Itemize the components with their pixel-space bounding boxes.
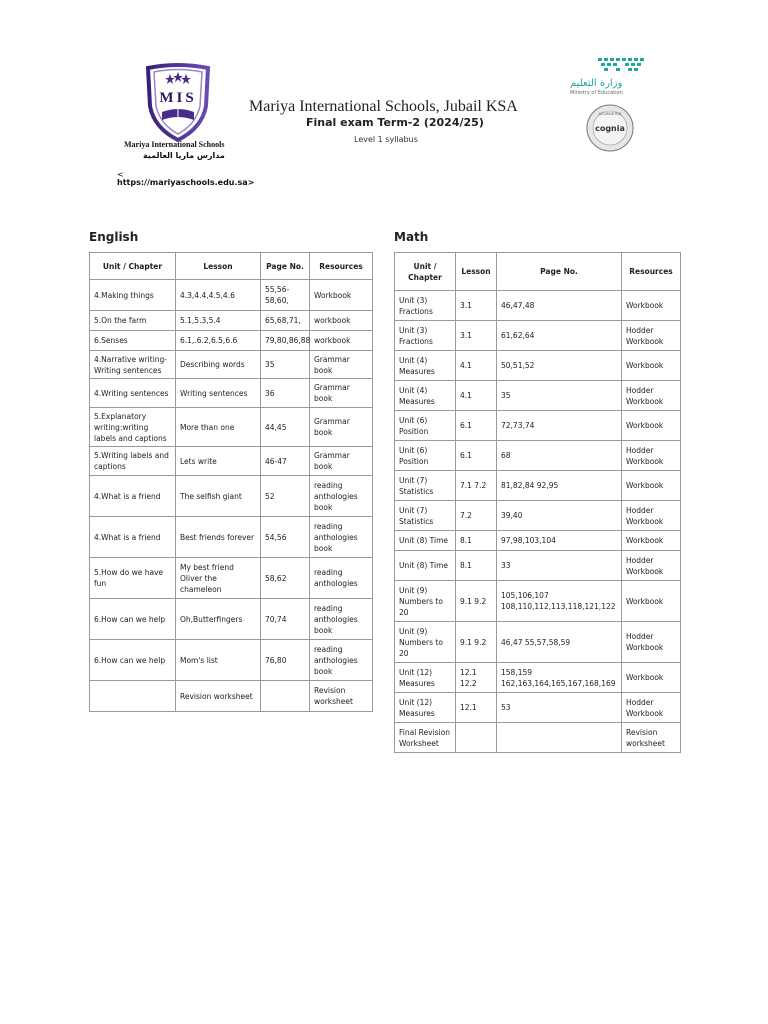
table-cell: Workbook <box>622 351 681 381</box>
table-cell: Hodder Workbook <box>622 441 681 471</box>
table-cell: 4.3,4.4,4.5,4.6 <box>176 280 261 311</box>
table-cell: 5.Writing labels and captions <box>90 447 176 476</box>
table-cell: 50,51,52 <box>497 351 622 381</box>
column-header: Resources <box>622 253 681 291</box>
table-cell: 68 <box>497 441 622 471</box>
table-row <box>395 441 681 471</box>
table-row <box>90 408 373 447</box>
table-cell: Workbook <box>622 471 681 501</box>
table-row <box>90 280 373 311</box>
table-cell: reading anthologies book <box>310 517 373 558</box>
table-row <box>395 551 681 581</box>
table-cell: 8.1 <box>456 551 497 581</box>
table-cell: Hodder Workbook <box>622 381 681 411</box>
moe-arabic: وزارة التعليم <box>570 78 623 89</box>
cognia-accreditation-badge <box>586 104 634 152</box>
table-cell: Final Revision Worksheet <box>395 723 456 753</box>
table-cell: 6.1 <box>456 411 497 441</box>
school-name-ar: مدارس ماريا العالمية <box>143 151 225 160</box>
table-cell: Workbook <box>622 581 681 622</box>
table-row <box>90 351 373 379</box>
table-row <box>90 681 373 712</box>
table-cell: Workbook <box>622 663 681 693</box>
table-cell: 33 <box>497 551 622 581</box>
table-cell: 39,40 <box>497 501 622 531</box>
table-row <box>395 723 681 753</box>
table-cell: 81,82,84 92,95 <box>497 471 622 501</box>
table-cell: Unit (4) Measures <box>395 351 456 381</box>
table-cell: Writing sentences <box>176 379 261 408</box>
table-row <box>90 447 373 476</box>
table-cell: More than one <box>176 408 261 447</box>
table-cell: Lets write <box>176 447 261 476</box>
table-cell: Hodder Workbook <box>622 551 681 581</box>
table-cell: Hodder Workbook <box>622 693 681 723</box>
table-cell: Unit (3) Fractions <box>395 321 456 351</box>
table-cell: Hodder Workbook <box>622 622 681 663</box>
table-cell: 4.What is a friend <box>90 476 176 517</box>
table-cell: 5.How do we have fun <box>90 558 176 599</box>
table-cell: Unit (8) Time <box>395 551 456 581</box>
table-cell: 7.2 <box>456 501 497 531</box>
math-syllabus-table <box>394 252 681 753</box>
table-cell: 52 <box>261 476 310 517</box>
level-label: Level 1 syllabus <box>354 135 418 144</box>
table-row <box>90 476 373 517</box>
table-row <box>90 517 373 558</box>
english-syllabus-table <box>89 252 373 712</box>
table-cell: 46,47 55,57,58,59 <box>497 622 622 663</box>
english-section-title: English <box>89 230 139 244</box>
table-cell: Revision worksheet <box>176 681 261 712</box>
table-cell: 4.What is a friend <box>90 517 176 558</box>
table-row <box>395 471 681 501</box>
page-title: Mariya International Schools, Jubail KSA <box>249 98 518 115</box>
table-cell: 97,98,103,104 <box>497 531 622 551</box>
table-cell: Best friends forever <box>176 517 261 558</box>
table-row <box>395 622 681 663</box>
table-cell: 3.1 <box>456 321 497 351</box>
table-cell: 4.Making things <box>90 280 176 311</box>
table-cell: Unit (9) Numbers to 20 <box>395 581 456 622</box>
table-cell: 36 <box>261 379 310 408</box>
school-website-link[interactable]: https://mariyaschools.edu.sa> <box>117 178 255 187</box>
table-row <box>90 331 373 351</box>
table-cell: 70,74 <box>261 599 310 640</box>
table-cell: 4.1 <box>456 351 497 381</box>
table-cell: Revision worksheet <box>310 681 373 712</box>
table-cell <box>261 681 310 712</box>
table-cell: Workbook <box>310 280 373 311</box>
table-row <box>395 531 681 551</box>
table-row <box>395 381 681 411</box>
table-cell: 6.1 <box>456 441 497 471</box>
cognia-ring-text: ACCREDITED <box>598 112 622 116</box>
table-cell: Unit (7) Statistics <box>395 501 456 531</box>
table-cell: Unit (6) Position <box>395 411 456 441</box>
table-cell: 5.Explanatory writing:writing labels and captions <box>90 408 176 447</box>
table-cell: 3.1 <box>456 291 497 321</box>
table-cell: 4.Writing sentences <box>90 379 176 408</box>
table-cell <box>90 681 176 712</box>
column-header: Unit / Chapter <box>90 253 176 280</box>
table-cell: Grammar book <box>310 447 373 476</box>
table-cell: Hodder Workbook <box>622 321 681 351</box>
school-crest-logo <box>140 62 216 142</box>
school-name-en: Mariya International Schools <box>124 140 225 149</box>
math-section-title: Math <box>394 230 429 244</box>
table-cell: 8.1 <box>456 531 497 551</box>
exam-subtitle: Final exam Term-2 (2024/25) <box>306 116 484 129</box>
table-cell: 7.1 7.2 <box>456 471 497 501</box>
table-cell: 5.On the farm <box>90 311 176 331</box>
table-cell: 65,68,71, <box>261 311 310 331</box>
table-row <box>395 663 681 693</box>
crest-letters: MIS <box>159 90 197 106</box>
table-cell: 44,45 <box>261 408 310 447</box>
table-row <box>90 640 373 681</box>
table-cell: 46-47 <box>261 447 310 476</box>
table-cell: Mom's list <box>176 640 261 681</box>
table-cell: 9.1 9.2 <box>456 581 497 622</box>
table-cell: Revision worksheet <box>622 723 681 753</box>
table-cell: 5.1,5.3,5.4 <box>176 311 261 331</box>
table-row <box>90 311 373 331</box>
table-row <box>395 291 681 321</box>
table-cell: 35 <box>497 381 622 411</box>
column-header: Lesson <box>456 253 497 291</box>
table-cell: 58,62 <box>261 558 310 599</box>
table-cell: Unit (9) Numbers to 20 <box>395 622 456 663</box>
table-row <box>90 599 373 640</box>
table-row <box>90 379 373 408</box>
table-cell: Unit (12) Measures <box>395 663 456 693</box>
column-header: Lesson <box>176 253 261 280</box>
table-cell: Unit (12) Measures <box>395 693 456 723</box>
column-header: Page No. <box>261 253 310 280</box>
table-cell: Workbook <box>622 411 681 441</box>
table-cell: 79,80,86,88 <box>261 331 310 351</box>
table-cell: 6.1,.6.2,6.5,6.6 <box>176 331 261 351</box>
table-cell: workbook <box>310 311 373 331</box>
table-cell: Grammar book <box>310 408 373 447</box>
link-prefix: < <box>117 170 124 179</box>
table-row <box>395 581 681 622</box>
table-cell <box>456 723 497 753</box>
table-cell: 12.1 <box>456 693 497 723</box>
table-row <box>90 558 373 599</box>
table-cell: The selfish giant <box>176 476 261 517</box>
table-cell: 46,47,48 <box>497 291 622 321</box>
table-cell: Unit (8) Time <box>395 531 456 551</box>
table-cell: 12.1 12.2 <box>456 663 497 693</box>
table-row <box>395 501 681 531</box>
cognia-text: cognia <box>595 124 625 133</box>
table-cell: 105,106,107 108,110,112,113,118,121,122 <box>497 581 622 622</box>
table-cell: reading anthologies <box>310 558 373 599</box>
table-cell: Workbook <box>622 291 681 321</box>
table-cell: 6.How can we help <box>90 599 176 640</box>
table-cell: Hodder Workbook <box>622 501 681 531</box>
table-cell: 4.Narrative writing-Writing sentences <box>90 351 176 379</box>
table-cell: 55,56-58,60, <box>261 280 310 311</box>
column-header: Unit / Chapter <box>395 253 456 291</box>
table-cell: 72,73,74 <box>497 411 622 441</box>
table-cell: Grammar book <box>310 379 373 408</box>
table-cell: 61,62,64 <box>497 321 622 351</box>
moe-english: Ministry of Education <box>570 90 623 96</box>
table-cell: 158,159 162,163,164,165,167,168,169 <box>497 663 622 693</box>
table-cell: Describing words <box>176 351 261 379</box>
table-cell: reading anthologies book <box>310 640 373 681</box>
table-cell: Unit (3) Fractions <box>395 291 456 321</box>
column-header: Resources <box>310 253 373 280</box>
table-row <box>395 321 681 351</box>
table-cell: 54,56 <box>261 517 310 558</box>
table-row <box>395 693 681 723</box>
table-cell: Unit (4) Measures <box>395 381 456 411</box>
table-cell: 9.1 9.2 <box>456 622 497 663</box>
table-cell: workbook <box>310 331 373 351</box>
table-row <box>395 351 681 381</box>
column-header: Page No. <box>497 253 622 291</box>
table-cell: 76,80 <box>261 640 310 681</box>
table-cell: reading anthologies book <box>310 476 373 517</box>
table-cell: Oh,Butterfingers <box>176 599 261 640</box>
table-cell: 53 <box>497 693 622 723</box>
table-cell: 6.Senses <box>90 331 176 351</box>
table-cell: Unit (7) Statistics <box>395 471 456 501</box>
table-cell: 6.How can we help <box>90 640 176 681</box>
table-cell: Unit (6) Position <box>395 441 456 471</box>
table-cell: My best friend Oliver the chameleon <box>176 558 261 599</box>
table-cell <box>497 723 622 753</box>
table-row <box>395 411 681 441</box>
table-cell: Workbook <box>622 531 681 551</box>
ministry-of-education-logo <box>568 56 658 96</box>
table-cell: Grammar book <box>310 351 373 379</box>
table-cell: reading anthologies book <box>310 599 373 640</box>
table-cell: 4.1 <box>456 381 497 411</box>
table-cell: 35 <box>261 351 310 379</box>
